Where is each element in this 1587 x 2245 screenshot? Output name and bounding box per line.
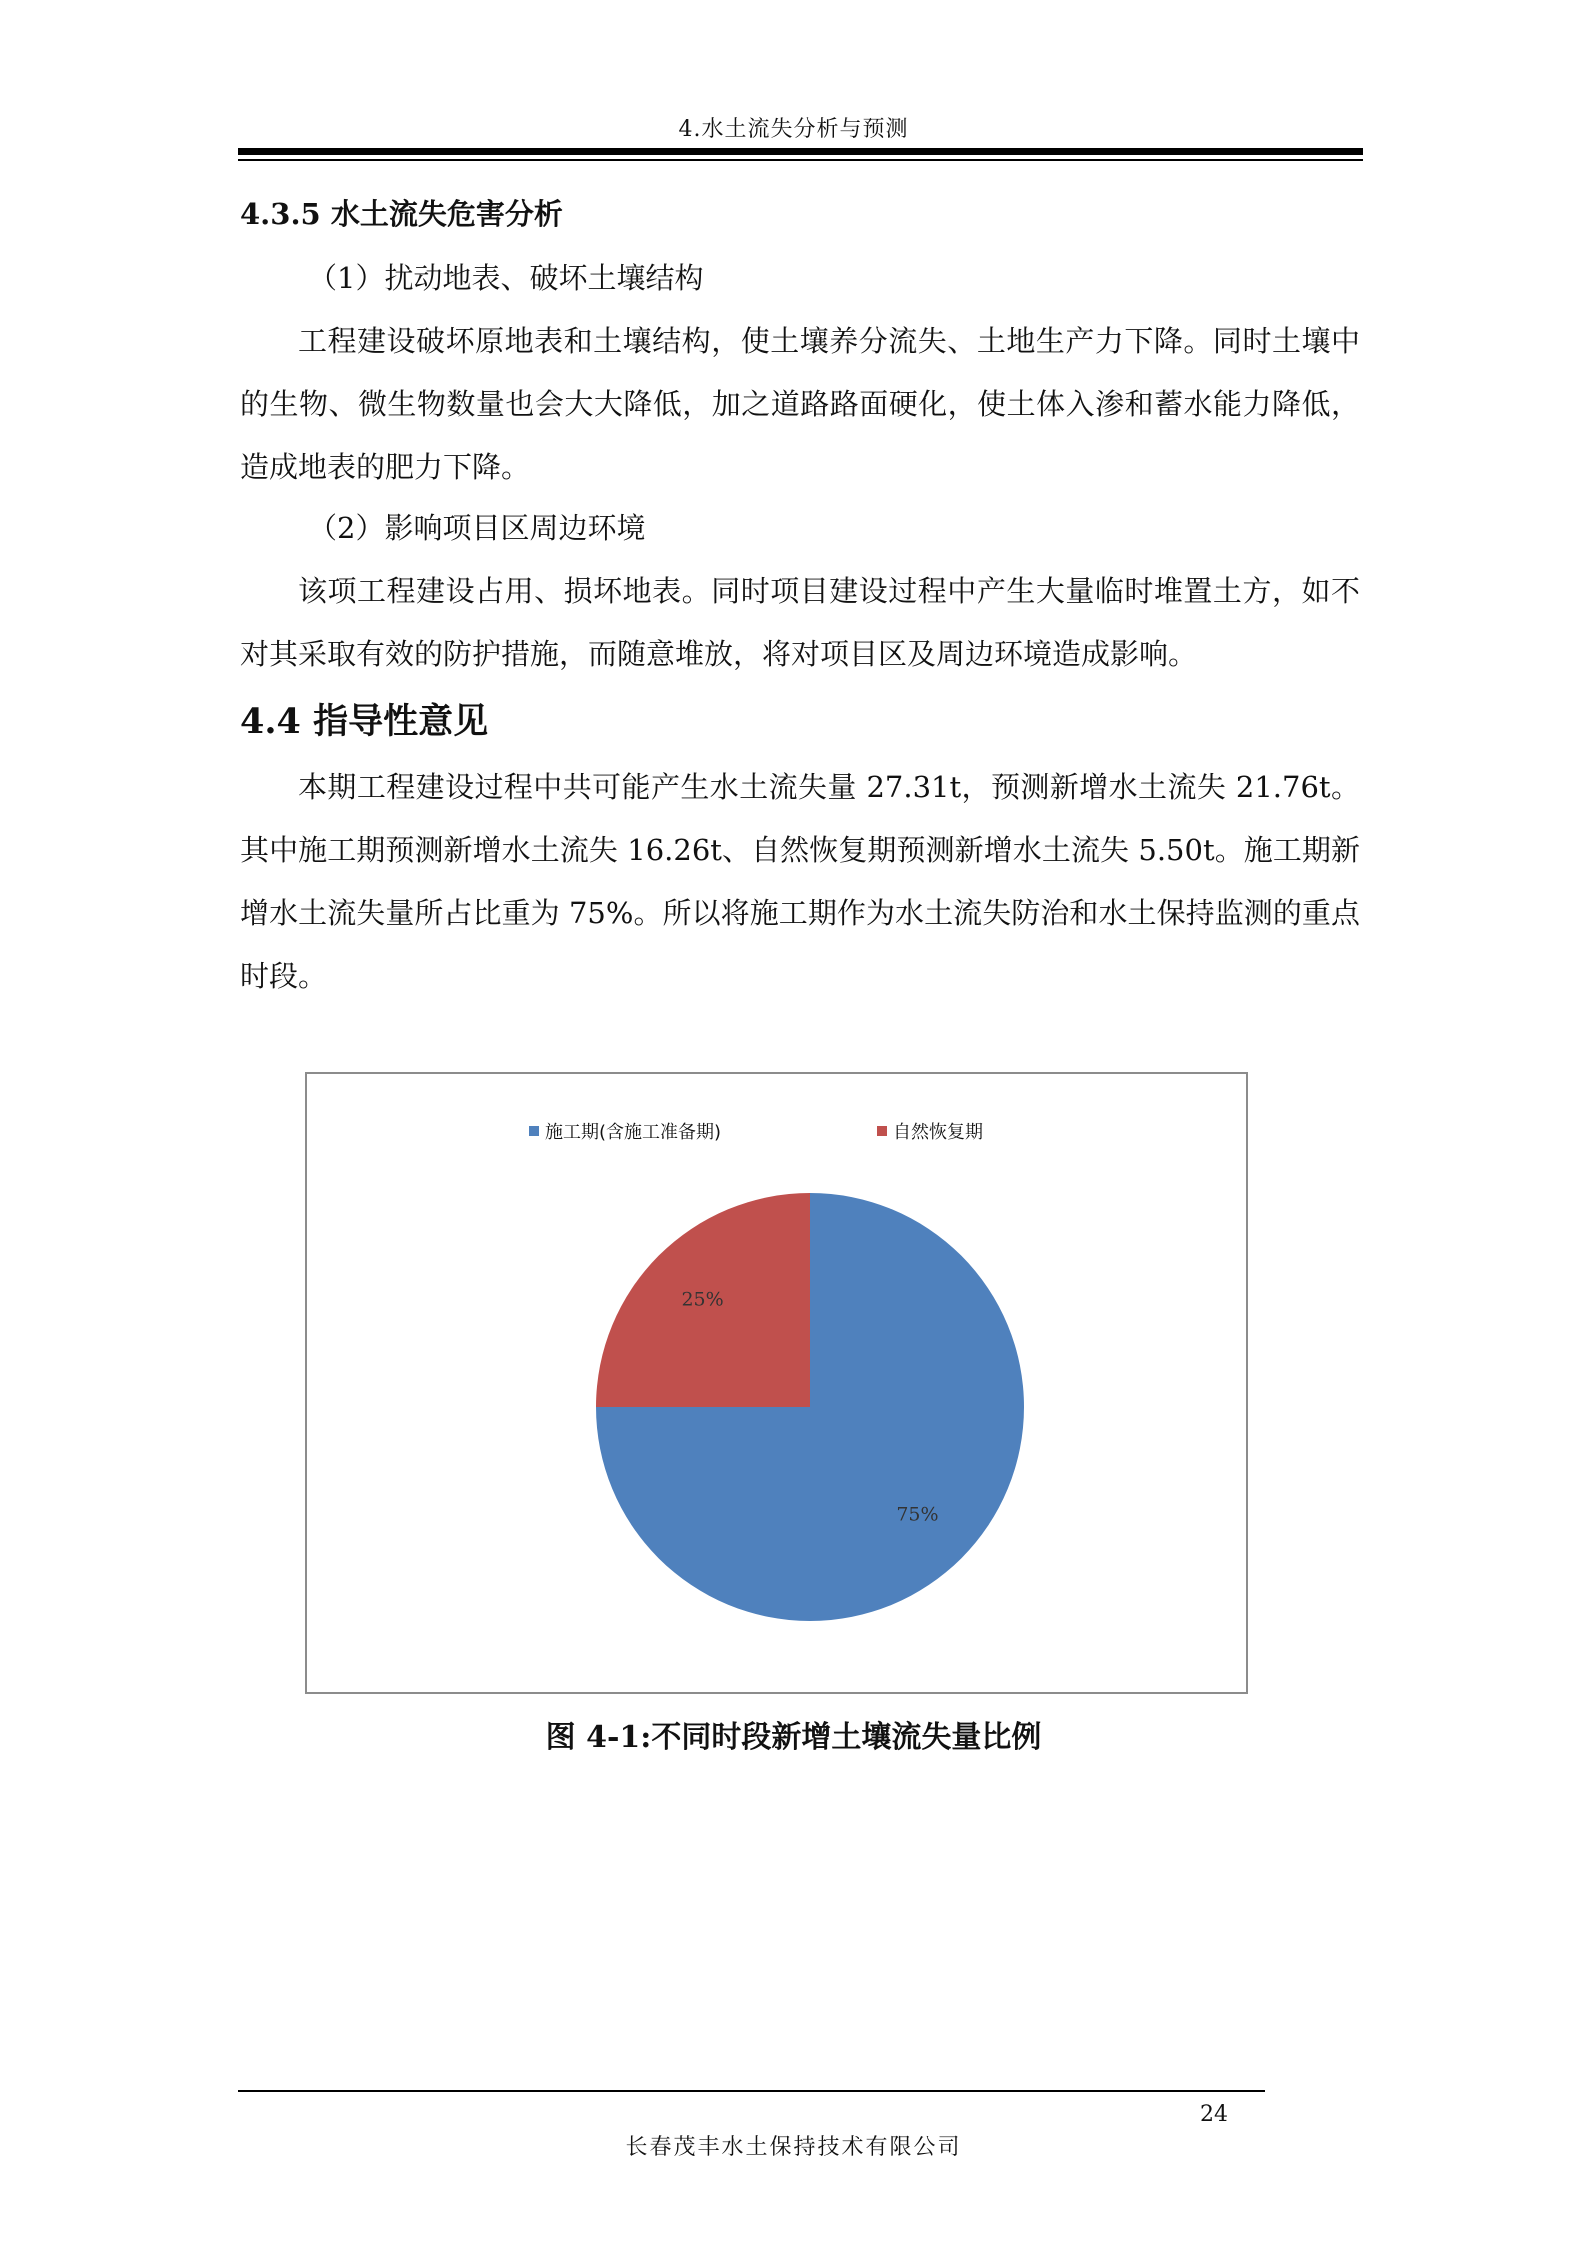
legend-label-recovery: 自然恢复期 bbox=[893, 1122, 983, 1143]
footer-rule bbox=[238, 2090, 1265, 2092]
page-header-title: 4.水土流失分析与预测 bbox=[678, 117, 909, 142]
item-1-paragraph: 工程建设破坏原地表和土壤结构，使土壤养分流失、土地生产力下降。同时土壤中的生物、微生物数量也会大大降低，加之道路路面硬化，使土体入渗和蓄水能力降低，造成地表的肥力下降。 bbox=[240, 324, 1360, 484]
legend-label-construction: 施工期(含施工准备期) bbox=[545, 1122, 722, 1143]
section-4-3-5-heading: 4.3.5 水土流失危害分析 bbox=[240, 197, 563, 231]
section-4-4-heading: 4.4 指导性意见 bbox=[240, 701, 489, 742]
footer-company: 长春茂丰水土保持技术有限公司 bbox=[625, 2135, 962, 2160]
item-2-title: （2）影响项目区周边环境 bbox=[308, 511, 646, 545]
section-4-4-paragraph: 本期工程建设过程中共可能产生水土流失量 27.31t，预测新增水土流失 21.76t。其中施工期预测新增水土流失 16.26t、自然恢复期预测新增水土流失 5.50t。施工期新增水土流失量所占比重为 75%。所以将施工期作为水土流失防治和水土保持监测的重点时段。 bbox=[240, 770, 1360, 993]
pie-label-recovery: 25% bbox=[681, 1288, 724, 1311]
figure-caption: 图 4-1:不同时段新增土壤流失量比例 bbox=[545, 1720, 1042, 1755]
pie-label-construction: 75% bbox=[896, 1503, 939, 1526]
header-rule-thin bbox=[238, 159, 1363, 161]
item-1-title: （1）扰动地表、破坏土壤结构 bbox=[308, 261, 704, 295]
pie-chart-svg bbox=[307, 1074, 1246, 1692]
item-2-paragraph: 该项工程建设占用、损坏地表。同时项目建设过程中产生大量临时堆置土方，如不对其采取有效的防护措施，而随意堆放，将对项目区及周边环境造成影响。 bbox=[240, 574, 1360, 671]
header-rule-thick bbox=[238, 148, 1363, 155]
page-number: 24 bbox=[1200, 2102, 1228, 2127]
pie-chart-frame bbox=[305, 1072, 1248, 1694]
